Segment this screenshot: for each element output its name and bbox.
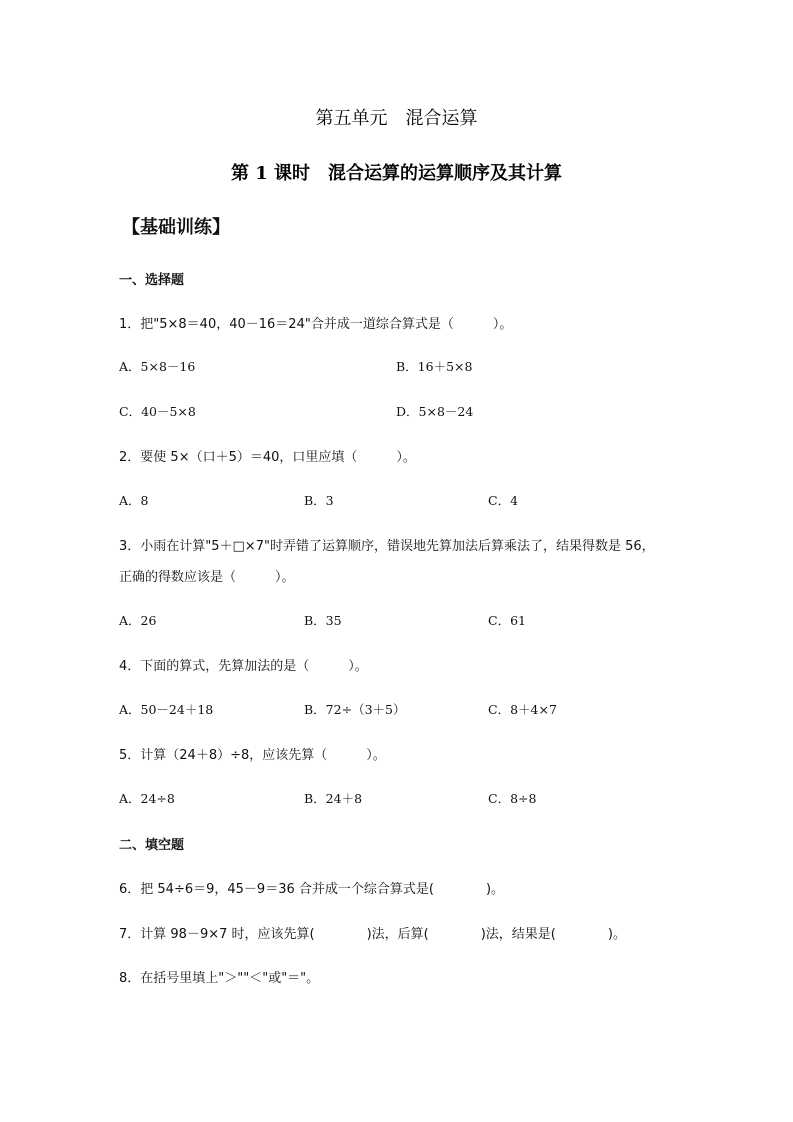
question-6: 6．把 54÷6＝9，45－9＝36 合并成一个综合算式是( )。	[119, 882, 505, 897]
lesson-title: 第 1 课时 混合运算的运算顺序及其计算	[230, 163, 563, 184]
question-8: 8．在括号里填上"＞""＜"或"＝"。	[119, 971, 320, 986]
question-7: 7．计算 98－9×7 时，应该先算( )法，后算( )法，结果是( )。	[119, 927, 626, 942]
question-2: 2．要使 5×（口＋5）＝40，口里应填（ ）。	[119, 450, 416, 465]
section-choice-heading: 一、选择题	[119, 273, 185, 288]
q1-option-d[interactable]: D．5×8－24	[396, 404, 474, 419]
q4-option-c[interactable]: C．8＋4×7	[488, 702, 557, 717]
question-5: 5．计算（24＋8）÷8，应该先算（ ）。	[119, 748, 386, 763]
section-fill-heading: 二、填空题	[119, 838, 185, 853]
question-3-line-1: 3．小雨在计算"5＋□×7"时弄错了运算顺序，错误地先算加法后算乘法了，结果得数是 56，	[119, 539, 655, 554]
q3-option-a[interactable]: A．26	[119, 613, 157, 628]
q2-option-b[interactable]: B．3	[304, 493, 334, 508]
q2-option-c[interactable]: C．4	[488, 493, 519, 508]
q2-option-a[interactable]: A．8	[119, 493, 149, 508]
q4-option-a[interactable]: A．50－24＋18	[119, 702, 214, 717]
q3-option-b[interactable]: B．35	[304, 613, 342, 628]
q1-option-b[interactable]: B．16＋5×8	[396, 359, 473, 374]
question-1: 1．把"5×8＝40，40－16＝24"合并成一道综合算式是（ ）。	[119, 317, 513, 332]
question-3-line-2: 正确的得数应该是（ ）。	[119, 570, 295, 585]
q4-option-b[interactable]: B．72÷（3＋5）	[304, 702, 406, 717]
unit-title: 第五单元 混合运算	[315, 108, 478, 129]
q3-option-c[interactable]: C．61	[488, 613, 526, 628]
basic-training-header: 【基础训练】	[122, 217, 230, 238]
q1-option-a[interactable]: A．5×8－16	[119, 359, 196, 374]
q5-option-c[interactable]: C．8÷8	[488, 791, 537, 806]
q5-option-a[interactable]: A．24÷8	[119, 791, 175, 806]
question-4: 4．下面的算式，先算加法的是（ ）。	[119, 659, 368, 674]
q5-option-b[interactable]: B．24＋8	[304, 791, 363, 806]
q1-option-c[interactable]: C．40－5×8	[119, 404, 196, 419]
